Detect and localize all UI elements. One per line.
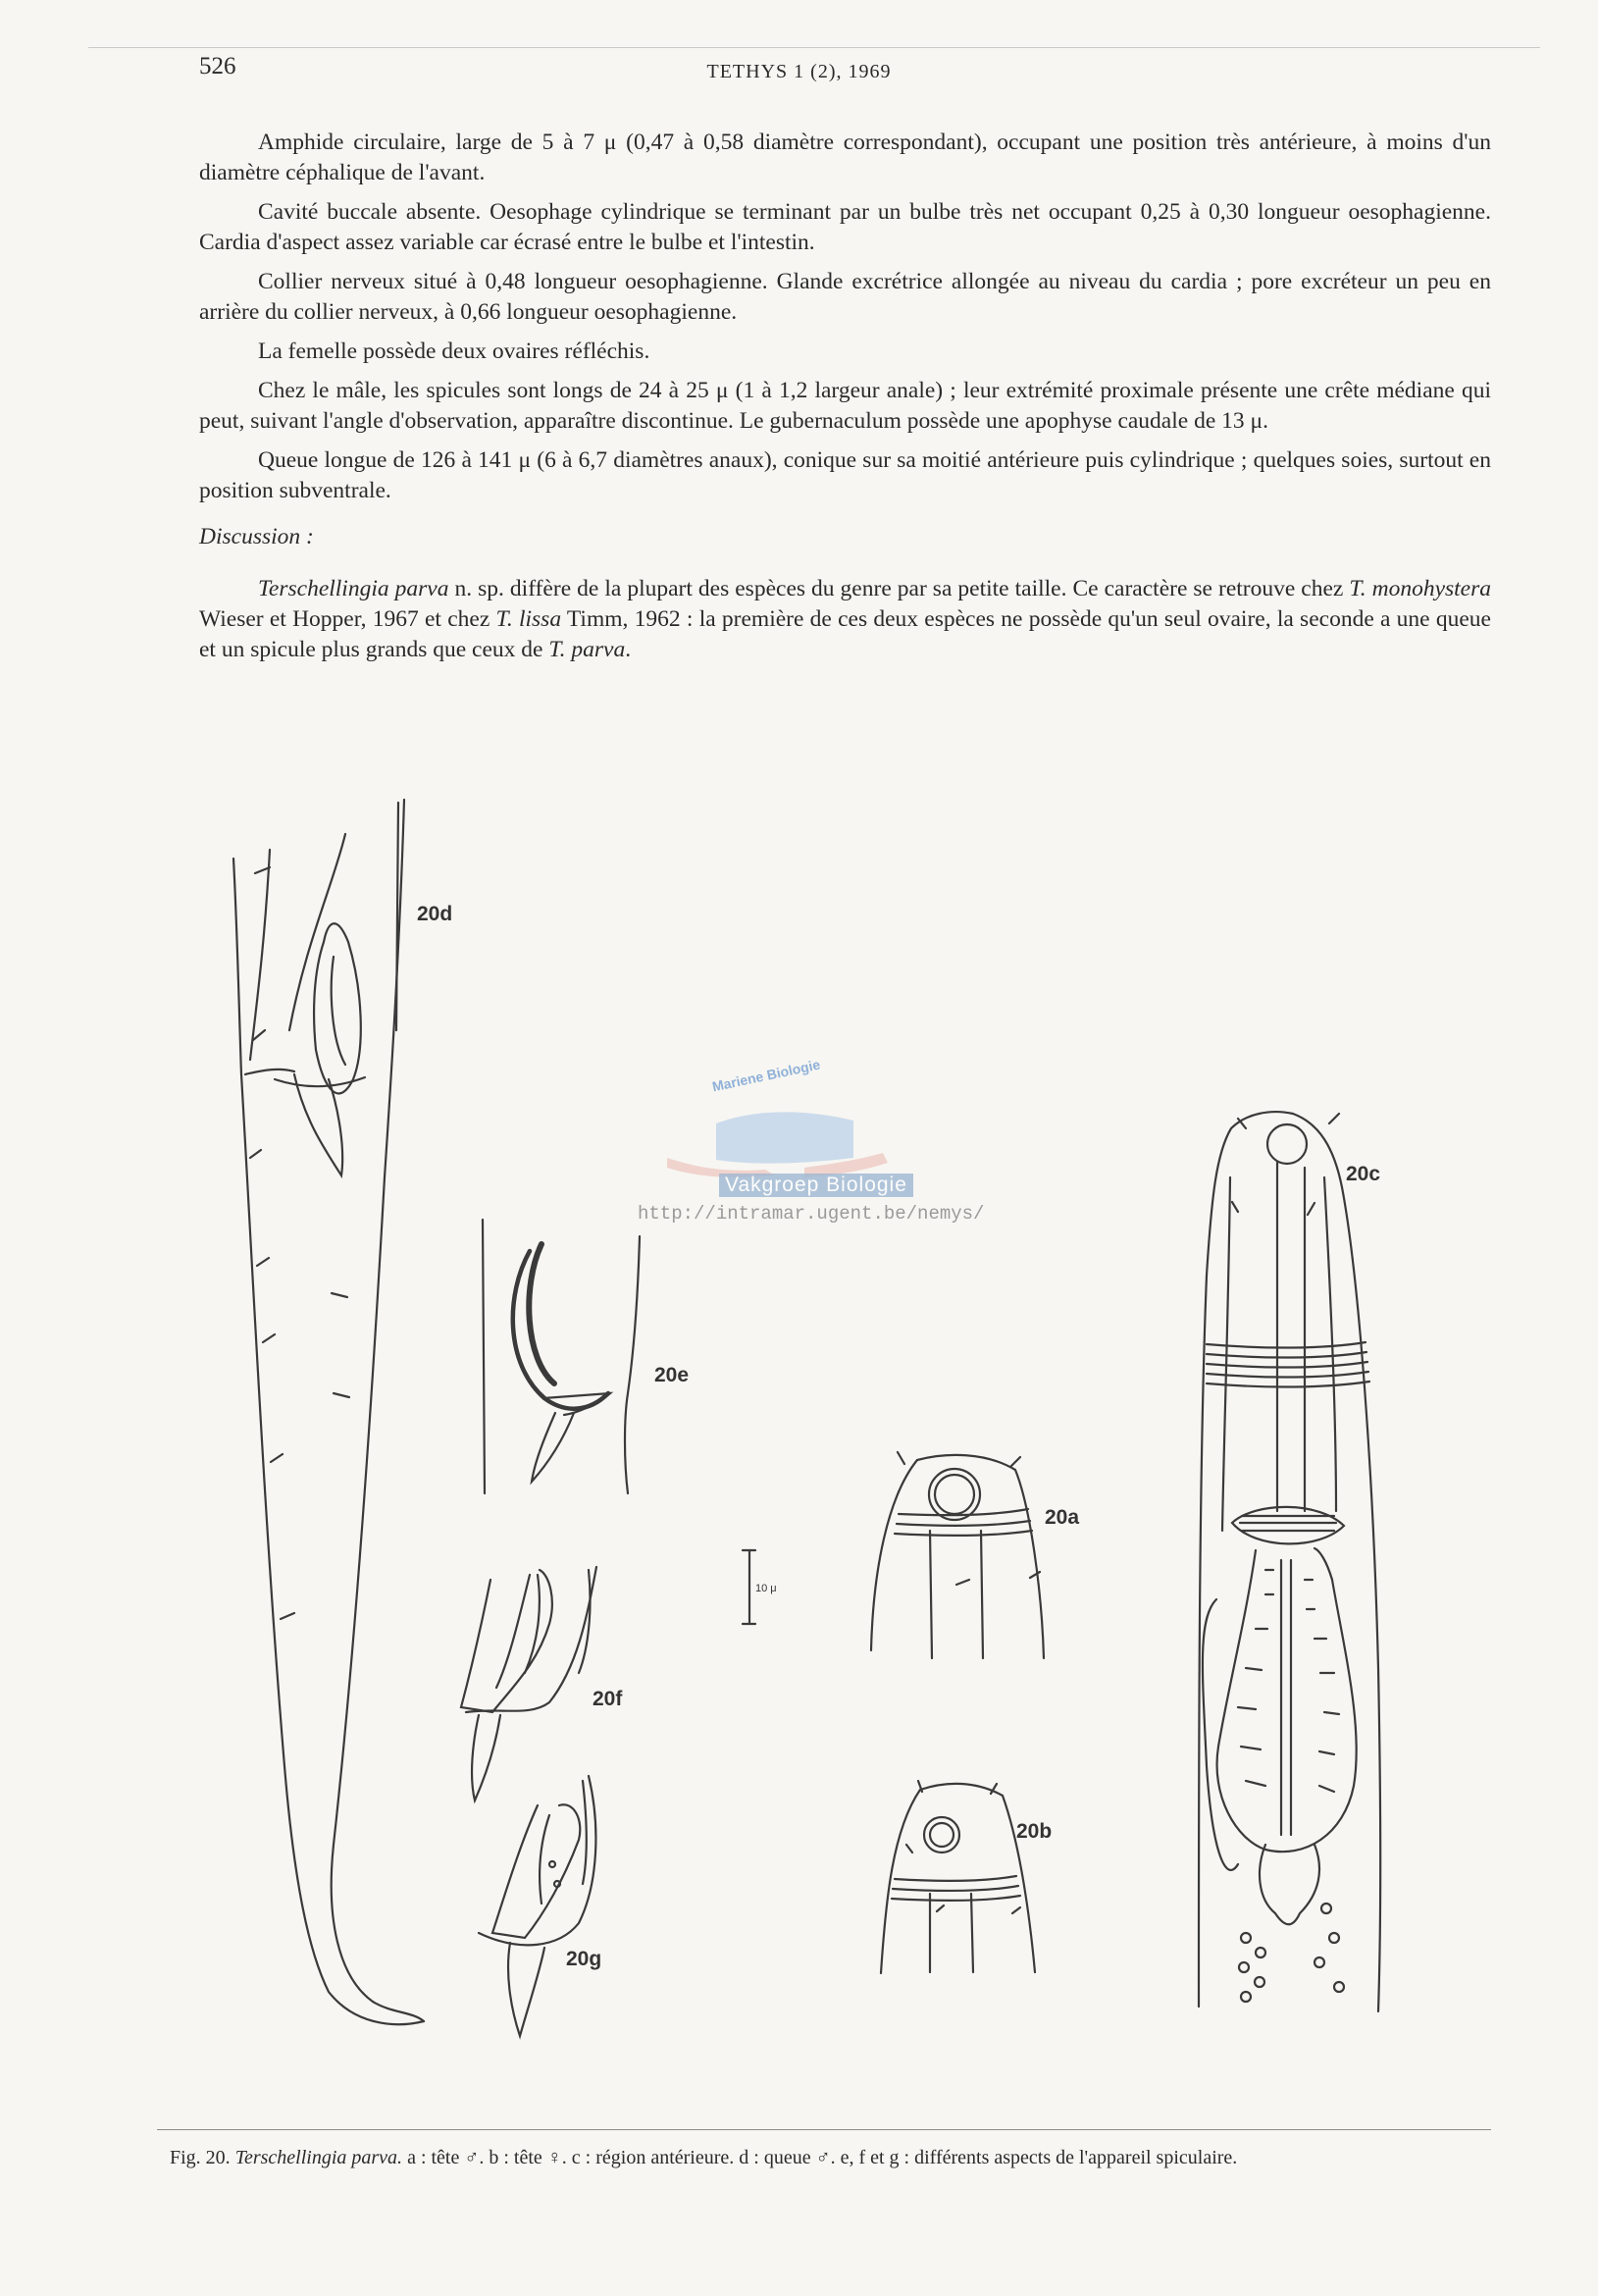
- figure-label-20e: 20e: [654, 1364, 690, 1386]
- species-t-monohystera: T. monohystera: [1349, 576, 1491, 601]
- drawing-20f-spicule: [461, 1567, 596, 1800]
- figure-label-20a: 20a: [1045, 1506, 1080, 1529]
- species-t-lissa: T. lissa: [495, 606, 562, 632]
- drawing-20c-anterior-region: [1199, 1112, 1380, 2011]
- drawing-20b-female-head: [881, 1781, 1035, 1973]
- caption-rule: [157, 2129, 1491, 2130]
- caption-species: Terschellingia parva.: [234, 2147, 403, 2168]
- figure-label-20d: 20d: [417, 903, 453, 925]
- figure-label-20f: 20f: [593, 1688, 623, 1710]
- scale-bar-label: 10 μ: [755, 1583, 777, 1594]
- paragraph-nerve-ring: Collier nerveux situé à 0,48 longueur oesophagienne. Glande excrétrice allongée au niveau du cardia ; pore excréteur un peu en arrière du collier nerveux, à 0,66 longueur oesophagienne.: [199, 269, 1491, 325]
- body-text: [199, 128, 1491, 674]
- watermark-group: Vakgroep Biologie: [719, 1174, 913, 1197]
- page-number: 526: [199, 53, 236, 79]
- drawing-20g-spicule: [479, 1776, 595, 2036]
- drawing-20a-male-head: [871, 1452, 1044, 1658]
- figure-label-20b: 20b: [1016, 1820, 1053, 1843]
- paragraph-discussion: Terschellingia parva n. sp. diffère de la plupart des espèces du genre par sa petite taille. Ce caractère se retrouve chez T. monohystera Wieser et Hopper, 1967 et chez T. lissa Timm, 1962 : la première de ces deux espèces ne possède qu'un seul ovaire, la seconde a une queue et un spicule plus grands que ceux de T. parva.: [199, 576, 1491, 662]
- figure-label-20g: 20g: [566, 1948, 602, 1970]
- drawing-20e-spicule: [483, 1220, 640, 1493]
- figure-label-20c: 20c: [1346, 1163, 1381, 1185]
- figure-caption: [170, 2145, 1484, 2171]
- species-name: Terschellingia parva: [258, 576, 449, 601]
- running-head: TETHYS 1 (2), 1969: [706, 61, 892, 82]
- paragraph-amphid: Amphide circulaire, large de 5 à 7 μ (0,47 à 0,58 diamètre correspondant), occupant une position très antérieure, à moins d'un diamètre céphalique de l'avant.: [199, 130, 1491, 185]
- species-t-parva: T. parva: [548, 637, 626, 662]
- caption-text: a : tête ♂. b : tête ♀. c : région antérieure. d : queue ♂. e, f et g : différents aspects de l'appareil spiculaire.: [402, 2147, 1238, 2168]
- paragraph-tail: Queue longue de 126 à 141 μ (6 à 6,7 diamètres anaux), conique sur sa moitié antérieure puis cylindrique ; quelques soies, surtout en position subventrale.: [199, 447, 1491, 503]
- paragraph-female: La femelle possède deux ovaires réfléchis.: [258, 339, 650, 364]
- paragraph-male: Chez le mâle, les spicules sont longs de 24 à 25 μ (1 à 1,2 largeur anale) ; leur extrémité proximale présente une crête médiane qui peut, suivant l'angle d'observation, apparaître discontinue. Le gubernaculum possède une apophyse caudale de 13 μ.: [199, 378, 1491, 434]
- discussion-heading: Discussion :: [199, 524, 314, 549]
- watermark-arc-text: Mariene Biologie: [710, 1056, 822, 1095]
- paragraph-oesophagus: Cavité buccale absente. Oesophage cylindrique se terminant par un bulbe très net occupant 0,25 à 0,30 longueur oesophagienne. Cardia d'aspect assez variable car écrasé entre le bulbe et l'intestin.: [199, 199, 1491, 255]
- drawing-20d-male-tail: [233, 800, 424, 2024]
- scale-bar-10-micron: [743, 1550, 755, 1624]
- header-rule: [88, 47, 1540, 48]
- caption-fig-number: Fig. 20.: [170, 2147, 235, 2168]
- watermark-url: http://intramar.ugent.be/nemys/: [638, 1203, 985, 1225]
